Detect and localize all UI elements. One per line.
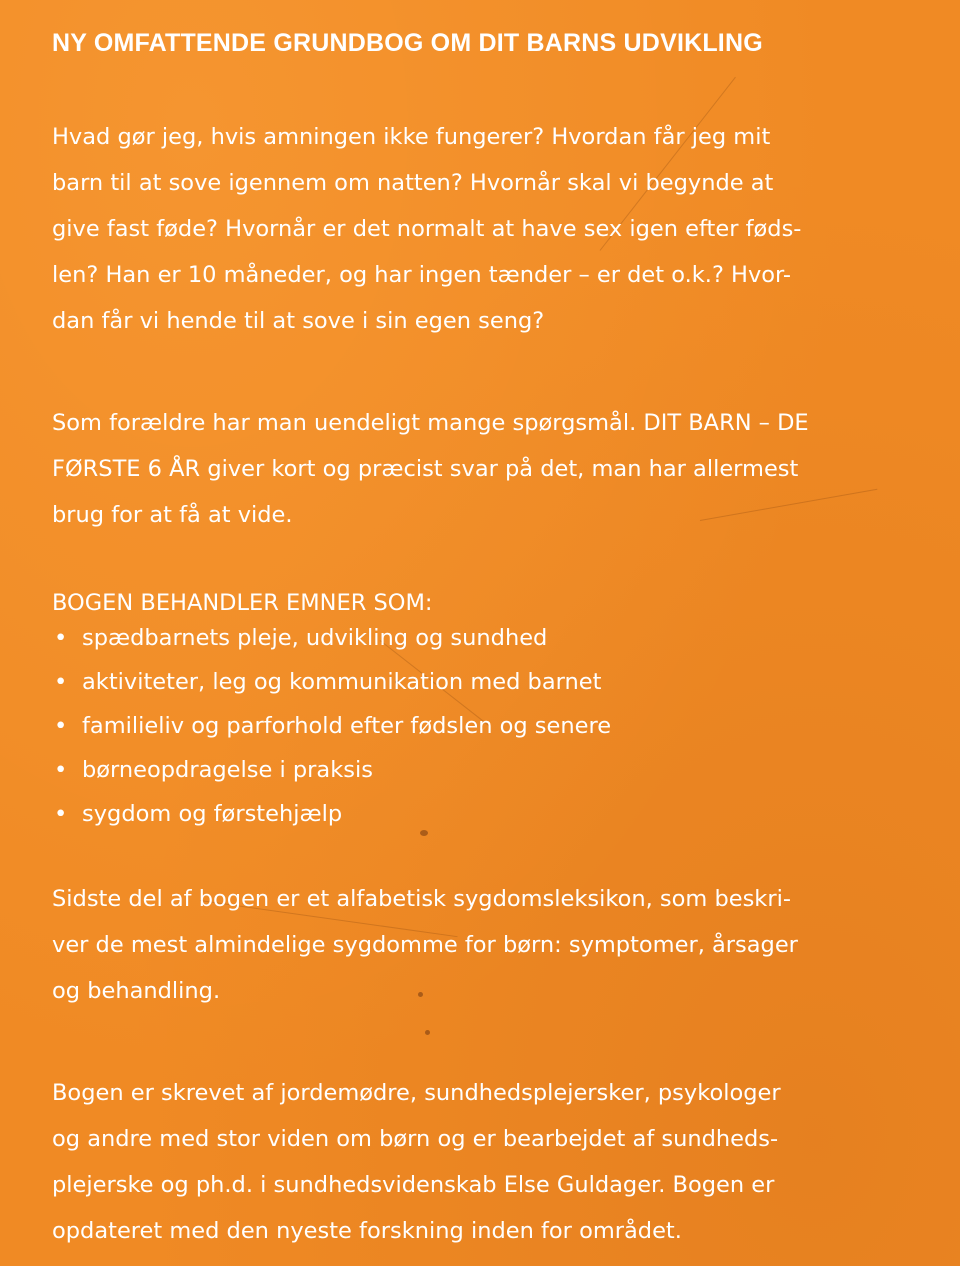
topic-text: aktiviteter, leg og kommunikation med barnet — [82, 669, 602, 695]
bullet-icon: • — [54, 757, 68, 783]
list-item — [52, 660, 611, 704]
list-item — [52, 704, 611, 748]
lexicon-paragraph — [52, 876, 798, 1014]
headline: NY OMFATTENDE GRUNDBOG OM DIT BARNS UDVIKLING — [52, 29, 763, 57]
topic-text: spædbarnets pleje, udvikling og sundhed — [82, 625, 548, 651]
text-line: give fast føde? Hvornår er det normalt at have sex igen efter føds- — [52, 216, 802, 242]
text-line: FØRSTE 6 ÅR giver kort og præcist svar på det, man har allermest — [52, 456, 799, 482]
text-line: Bogen er skrevet af jordemødre, sundhedsplejersker, psykologer — [52, 1080, 781, 1106]
cover-text — [52, 26, 912, 1244]
wear-speck — [425, 1030, 430, 1035]
topic-text: familieliv og parforhold efter fødslen og senere — [82, 713, 612, 739]
topic-text: børneopdragelse i praksis — [82, 757, 373, 783]
authors-paragraph — [52, 1070, 781, 1254]
text-line: plejerske og ph.d. i sundhedsvidenskab Else Guldager. Bogen er — [52, 1172, 775, 1198]
text-line: dan får vi hende til at sove i sin egen seng? — [52, 308, 545, 334]
text-line: opdateret med den nyeste forskning inden for området. — [52, 1218, 682, 1244]
text-line: ver de mest almindelige sygdomme for børn: symptomer, årsager — [52, 932, 798, 958]
text-line: Sidste del af bogen er et alfabetisk sygdomsleksikon, som beskri- — [52, 886, 791, 912]
topics-title: BOGEN BEHANDLER EMNER SOM: — [52, 590, 433, 616]
bullet-icon: • — [54, 625, 68, 651]
bullet-icon: • — [54, 713, 68, 739]
text-line: len? Han er 10 måneder, og har ingen tænder – er det o.k.? Hvor- — [52, 262, 791, 288]
bullet-icon: • — [54, 801, 68, 827]
topic-text: sygdom og førstehjælp — [82, 801, 343, 827]
bullet-icon: • — [54, 669, 68, 695]
list-item — [52, 792, 611, 836]
intro-questions-paragraph — [52, 114, 801, 344]
list-item — [52, 616, 611, 660]
text-line: barn til at sove igennem om natten? Hvornår skal vi begynde at — [52, 170, 774, 196]
text-line: brug for at få at vide. — [52, 502, 293, 528]
summary-paragraph — [52, 400, 809, 538]
text-line: Hvad gør jeg, hvis amningen ikke fungerer? Hvordan får jeg mit — [52, 124, 771, 150]
topics-list — [52, 616, 611, 836]
text-line: og andre med stor viden om børn og er bearbejdet af sundheds- — [52, 1126, 779, 1152]
text-line: Som forældre har man uendeligt mange spørgsmål. DIT BARN – DE — [52, 410, 809, 436]
list-item — [52, 748, 611, 792]
text-line: og behandling. — [52, 978, 221, 1004]
